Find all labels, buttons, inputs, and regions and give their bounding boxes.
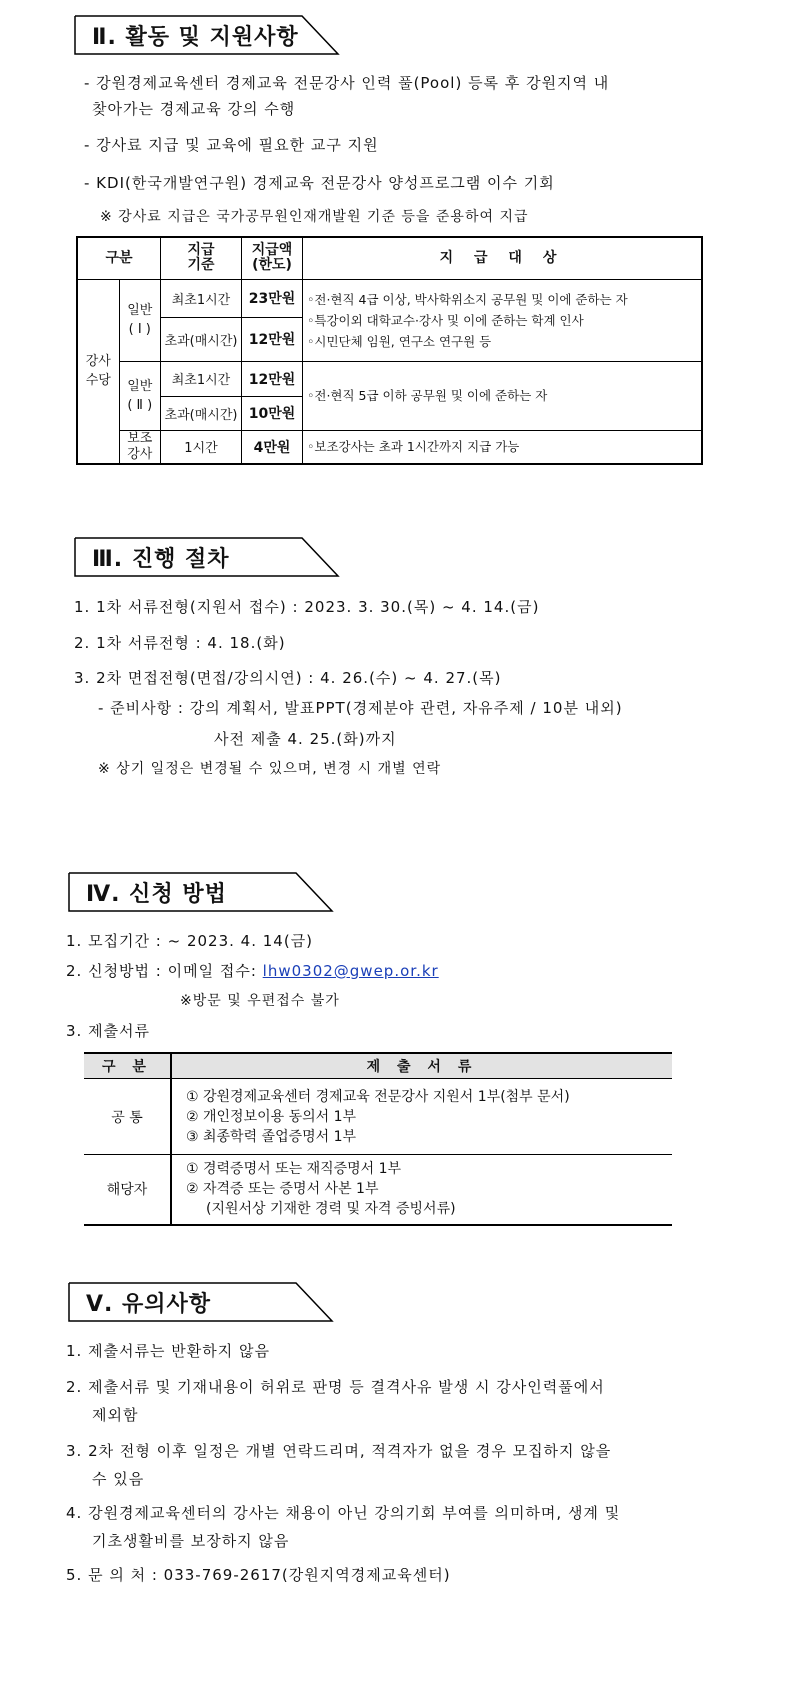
amount-cell: 10만원 [242, 396, 303, 430]
section-5-item: 1. 제출서류는 반환하지 않음 [66, 1342, 271, 1360]
doc-item: ② 개인정보이용 동의서 1부 [186, 1108, 357, 1125]
section-3-item: - 준비사항 : 강의 계획서, 발표PPT(경제분야 관련, 자유주제 / 10분 내외) [98, 699, 623, 717]
doc-item: ② 자격증 또는 증명서 사본 1부 [186, 1181, 379, 1198]
section-3-item: 1. 1차 서류전형(지원서 접수) : 2023. 3. 30.(목) ~ 4. 14.(금) [74, 598, 540, 616]
row-common-docs [171, 1079, 672, 1155]
section-3-note: ※ 상기 일정은 변경될 수 있으며, 변경 시 개별 연락 [98, 761, 442, 777]
section-5-item: 기초생활비를 보장하지 않음 [92, 1532, 290, 1550]
header-category: 구분 [77, 237, 161, 279]
doc-item: ① 강원경제교육센터 경제교육 전문강사 지원서 1부(첨부 문서) [186, 1088, 570, 1105]
section-2-item: 찾아가는 경제교육 강의 수행 [92, 100, 296, 118]
pay-table [76, 236, 703, 465]
section-3-title: Ⅲ. 진행 절차 [92, 547, 230, 572]
documents-heading: 3. 제출서류 [66, 1022, 151, 1040]
basis-cell: 1시간 [161, 430, 242, 464]
section-3-item: 3. 2차 면접전형(면접/강의시연) : 4. 26.(수) ~ 4. 27.(목) [74, 669, 502, 687]
section-5-item: 3. 2차 전형 이후 일정은 개별 연락드리며, 적격자가 없을 경우 모집하지 않을 [66, 1442, 612, 1460]
recruit-period: 1. 모집기간 : ~ 2023. 4. 14(금) [66, 932, 314, 950]
amount-cell: 4만원 [242, 430, 303, 464]
row-applicable-label: 해당자 [84, 1155, 171, 1225]
section-5-item: 5. 문 의 처 : 033-769-2617(강원지역경제교육센터) [66, 1566, 451, 1584]
email-link[interactable]: lhw0302@gwep.or.kr [262, 962, 439, 980]
header-basis: 지급 기준 [161, 237, 242, 279]
sub-general-1: 일반 ( Ⅰ ) [119, 279, 160, 361]
sub-general-2: 일반 ( Ⅱ ) [119, 361, 160, 430]
target-line: ◦특강이외 대학교수·강사 및 이에 준하는 학계 인사 [307, 312, 584, 328]
section-3-item: 사전 제출 4. 25.(화)까지 [214, 730, 397, 748]
basis-cell: 초과(매시간) [161, 396, 242, 430]
documents-table [84, 1052, 672, 1226]
section-5-item: 제외함 [92, 1406, 139, 1424]
section-4-title: Ⅳ. 신청 방법 [86, 882, 227, 907]
section-2-note: ※ 강사료 지급은 국가공무원인재개발원 기준 등을 준용하여 지급 [100, 209, 529, 225]
section-4-header [68, 872, 338, 912]
section-2-header [74, 15, 344, 55]
target-general-2: ◦전·현직 5급 이하 공무원 및 이에 준하는 자 [303, 361, 703, 430]
section-3-item: 2. 1차 서류전형 : 4. 18.(화) [74, 634, 286, 652]
apply-method-label: 2. 신청방법 : 이메일 접수: [66, 962, 263, 980]
section-5-item: 4. 강원경제교육센터의 강사는 채용이 아닌 강의기회 부여를 의미하며, 생계 및 [66, 1504, 621, 1522]
amount-cell: 23만원 [242, 279, 303, 317]
row-applicable-docs [171, 1155, 672, 1225]
header-target: 지 급 대 상 [303, 237, 703, 279]
sub-assistant: 보조 강사 [119, 430, 160, 464]
doc-item: (지원서상 기재한 경력 및 자격 증빙서류) [206, 1201, 456, 1218]
header-category: 구 분 [84, 1053, 171, 1079]
target-line: ◦시민단체 임원, 연구소 연구원 등 [307, 333, 492, 349]
section-3-header [74, 537, 344, 577]
target-assistant: ◦보조강사는 초과 1시간까지 지급 가능 [303, 430, 703, 464]
section-2-item: - 강사료 지급 및 교육에 필요한 교구 지원 [84, 136, 379, 154]
section-2-item: - KDI(한국개발연구원) 경제교육 전문강사 양성프로그램 이수 기회 [84, 174, 555, 192]
doc-item: ① 경력증명서 또는 재직증명서 1부 [186, 1161, 402, 1178]
basis-cell: 최초1시간 [161, 361, 242, 396]
section-5-item: 수 있음 [92, 1470, 145, 1488]
header-amount: 지급액 (한도) [242, 237, 303, 279]
amount-cell: 12만원 [242, 361, 303, 396]
apply-note: ※방문 및 우편접수 불가 [180, 993, 340, 1009]
doc-item: ③ 최종학력 졸업증명서 1부 [186, 1128, 357, 1145]
group-lecturer-allowance: 강사 수당 [77, 279, 119, 464]
basis-cell: 초과(매시간) [161, 317, 242, 361]
section-5-item: 2. 제출서류 및 기재내용이 허위로 판명 등 결격사유 발생 시 강사인력풀에서 [66, 1378, 605, 1396]
header-documents: 제 출 서 류 [171, 1053, 672, 1079]
row-common-label: 공 통 [84, 1079, 171, 1155]
section-5-header [68, 1282, 338, 1322]
section-2-title: Ⅱ. 활동 및 지원사항 [92, 25, 299, 50]
target-general-1 [303, 279, 703, 361]
target-line: ◦전·현직 4급 이상, 박사학위소지 공무원 및 이에 준하는 자 [307, 291, 628, 307]
apply-method [66, 960, 439, 981]
section-5-title: Ⅴ. 유의사항 [86, 1292, 212, 1317]
amount-cell: 12만원 [242, 317, 303, 361]
section-2-item: - 강원경제교육센터 경제교육 전문강사 인력 풀(Pool) 등록 후 강원지역 내 [84, 74, 610, 92]
basis-cell: 최초1시간 [161, 279, 242, 317]
